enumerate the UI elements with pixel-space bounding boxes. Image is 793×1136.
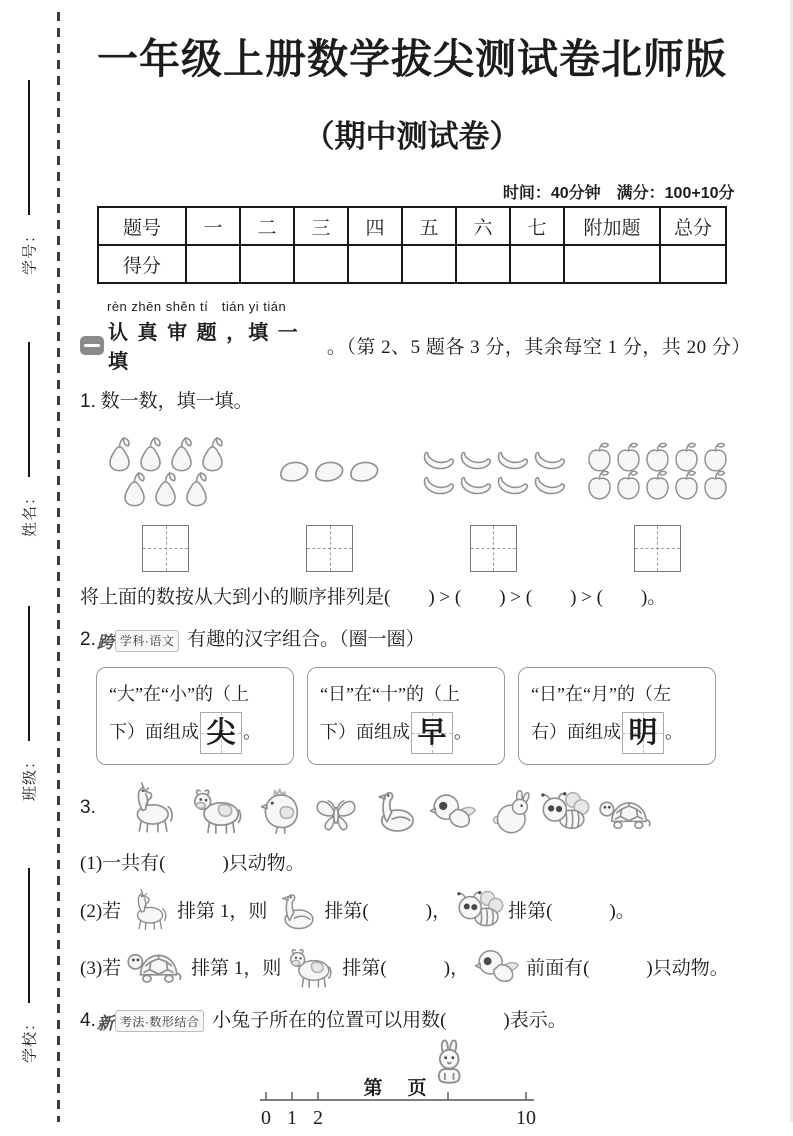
mango-icon <box>347 459 382 484</box>
page-title: 一年级上册数学拔尖测试卷北师版 <box>97 36 727 82</box>
banana-icon <box>530 470 567 498</box>
count-answer-box <box>470 525 517 572</box>
q1-fruit-groups <box>84 429 739 515</box>
apple-icon <box>701 442 730 473</box>
rabbit-icon <box>486 789 532 835</box>
score-cell-empty <box>510 245 564 283</box>
hanzi-combo-box: “大”在“小”的（上 下）面组成 尖 。 <box>96 667 294 765</box>
mango-icon <box>312 459 347 484</box>
hanzi-line2: 右）面组成 <box>531 722 621 743</box>
hanzi-line1: “日”在“月”的（左 <box>531 683 671 704</box>
badge-body: 考法·数形结合 <box>115 1010 205 1032</box>
bee-icon <box>539 789 590 835</box>
score-cell-empty <box>456 245 510 283</box>
section-pinyin: rèn zhēn shěn tí tián yi tián <box>107 299 287 314</box>
svg-text:2: 2 <box>313 1107 323 1130</box>
sidebar <box>0 0 60 1122</box>
horse-icon <box>125 888 173 932</box>
sidebar-field-2 <box>14 606 44 807</box>
fruit-group-banana <box>412 429 576 515</box>
cross-subject-badge <box>97 628 180 653</box>
apple-icon <box>672 470 701 501</box>
score-col-header: 七 <box>510 207 564 245</box>
sidebar-label: 学校： <box>21 1014 39 1064</box>
pear-icon <box>150 470 181 508</box>
score-table <box>97 206 727 284</box>
question-4-text: 小兔子所在的位置可以用数( )表示。 <box>212 1009 567 1031</box>
hanzi-result-box: 尖 <box>200 712 242 754</box>
score-col-header: 六 <box>456 207 510 245</box>
badge-body: 学科·语文 <box>115 630 180 652</box>
score-cell-empty <box>186 245 240 283</box>
apple-icon <box>585 442 614 473</box>
badge-head: 跨 <box>96 633 114 653</box>
score-cell-empty <box>240 245 294 283</box>
pear-icon <box>166 435 197 473</box>
banana-icon <box>456 445 493 473</box>
goose-icon <box>271 888 320 932</box>
fruit-group-pear <box>84 429 248 515</box>
score-col-header: 附加题 <box>564 207 660 245</box>
badge-head: 新 <box>96 1013 114 1033</box>
apple-icon <box>701 470 730 501</box>
hanzi-result-box: 明 <box>622 712 664 754</box>
banana-icon <box>530 445 567 473</box>
score-cell-empty <box>348 245 402 283</box>
apple-icon <box>614 470 643 501</box>
pear-icon <box>135 435 166 473</box>
apple-icon <box>672 442 701 473</box>
bird-icon <box>428 789 479 835</box>
sidebar-dashed-divider <box>57 12 60 1122</box>
score-cell-empty <box>294 245 348 283</box>
count-answer-box <box>634 525 681 572</box>
mango-icon <box>277 459 312 484</box>
score-col-header: 五 <box>402 207 456 245</box>
question-3-number: 3. <box>80 796 96 818</box>
question-3 <box>80 781 746 835</box>
hanzi-line1: “大”在“小”的（上 <box>109 683 249 704</box>
svg-text:0: 0 <box>261 1107 271 1130</box>
svg-text:10: 10 <box>516 1107 536 1130</box>
sidebar-writein-line <box>28 80 30 215</box>
sidebar-label: 姓名： <box>21 488 39 538</box>
bee-icon <box>455 888 504 932</box>
q1-order-line: 将上面的数按从大到小的顺序排列是( ) > ( ) > ( ) > ( )。 <box>80 586 667 608</box>
apple-icon <box>585 470 614 501</box>
apple-icon <box>614 442 643 473</box>
hanzi-line1: “日”在“十”的（上 <box>320 683 460 704</box>
score-col-header: 一 <box>186 207 240 245</box>
score-col-header: 二 <box>240 207 294 245</box>
cow-icon <box>285 945 338 989</box>
apple-icon <box>643 442 672 473</box>
svg-text:1: 1 <box>287 1107 297 1130</box>
page-footer: 第 页 <box>363 1078 430 1099</box>
count-answer-box <box>306 525 353 572</box>
banana-icon <box>493 470 530 498</box>
score-cell-empty <box>564 245 660 283</box>
sidebar-writein-line <box>28 606 30 741</box>
pear-icon <box>197 435 228 473</box>
section-1-header <box>80 296 751 374</box>
hanzi-combo-box: “日”在“十”的（上 下）面组成 早 。 <box>307 667 505 765</box>
question-4 <box>80 1007 746 1036</box>
hanzi-line2: 下）面组成 <box>109 722 199 743</box>
pear-icon <box>181 470 212 508</box>
exam-paper <box>78 0 751 1136</box>
fruit-group-apple <box>575 429 739 515</box>
score-cell-empty <box>660 245 726 283</box>
section-1-title: 认 真 审 题 ，填 一 填 <box>108 322 300 373</box>
sidebar-field-1 <box>14 342 44 543</box>
section-1-badge-icon <box>80 336 104 355</box>
sidebar-writein-line <box>28 342 30 477</box>
exam-meta: 时间：40分钟 满分：100+10分 <box>502 185 735 202</box>
hanzi-line2: 下）面组成 <box>320 722 410 743</box>
pear-icon <box>119 470 150 508</box>
question-1-text: 数一数，填一填。 <box>100 391 253 412</box>
q2-character-boxes <box>96 667 746 765</box>
q1-answer-boxes <box>84 525 739 572</box>
question-2-text: 有趣的汉字组合。（圈一圈） <box>187 629 425 650</box>
new-method-badge <box>97 1009 205 1034</box>
sidebar-writein-line <box>28 868 30 1003</box>
section-1-note: 。（第 2、5 题各 3 分，其余每空 1 分，共 20 分） <box>326 336 751 358</box>
score-col-header: 四 <box>348 207 402 245</box>
q3-animal-row <box>122 781 656 835</box>
turtle-icon <box>597 793 656 835</box>
q3-sub2: (2)若 排第 1，则 排第( )， 排第( )。 <box>80 888 746 932</box>
apple-icon <box>643 470 672 501</box>
question-1 <box>80 388 746 417</box>
turtle-icon <box>125 945 187 989</box>
q3-sub3: (3)若 排第 1，则 排第( )， 前面有( )只动物。 <box>80 945 746 989</box>
sidebar-label: 班级： <box>21 752 39 802</box>
butterfly-icon <box>313 791 359 835</box>
score-table-corner: 题号 <box>98 207 186 245</box>
fruit-group-mango <box>248 429 412 515</box>
horse-icon <box>122 781 181 835</box>
score-row-label: 得分 <box>98 245 186 283</box>
question-2-number: 2. <box>80 629 96 650</box>
question-4-number: 4. <box>80 1009 96 1031</box>
hanzi-combo-box: “日”在“月”的（左 右）面组成 明 。 <box>518 667 716 765</box>
bird-icon <box>473 945 522 989</box>
banana-icon <box>419 470 456 498</box>
question-2 <box>80 626 746 655</box>
banana-icon <box>456 470 493 498</box>
sidebar-field-3 <box>14 868 44 1069</box>
goose-icon <box>366 785 421 835</box>
hanzi-result-box: 早 <box>411 712 453 754</box>
sidebar-field-0 <box>14 80 44 281</box>
cow-icon <box>188 785 249 835</box>
banana-icon <box>419 445 456 473</box>
chicken-icon <box>256 785 306 835</box>
q3-sub1: (1)一共有( )只动物。 <box>80 852 305 874</box>
pear-icon <box>104 435 135 473</box>
score-col-header: 总分 <box>660 207 726 245</box>
sidebar-label: 学号： <box>21 226 39 276</box>
page-subtitle: （期中测试卷） <box>303 119 521 154</box>
question-1-number: 1. <box>80 391 96 412</box>
score-cell-empty <box>402 245 456 283</box>
score-col-header: 三 <box>294 207 348 245</box>
count-answer-box <box>142 525 189 572</box>
banana-icon <box>493 445 530 473</box>
